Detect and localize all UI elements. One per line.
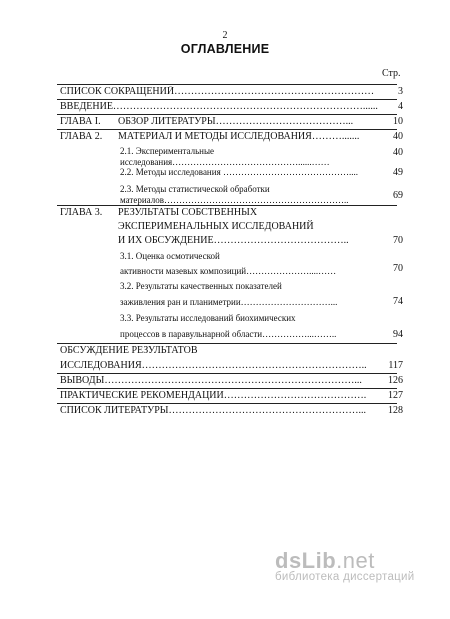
toc-subentry-title: 2.3. Методы статистической обработки xyxy=(120,184,270,194)
toc-entry-own-results: РЕЗУЛЬТАТЫ СОБСТВЕННЫХ xyxy=(118,207,258,218)
toc-page: 127 xyxy=(388,390,403,401)
watermark-subtitle: библиотека диссертаций xyxy=(275,571,415,583)
toc-subentry-statistics: материалов…………………………………………………….. xyxy=(120,195,349,205)
toc-entry-introduction: ВВЕДЕНИЕ…………………………………………………………………...... xyxy=(60,101,378,112)
toc-entry-conclusions: ВЫВОДЫ…………………………………………………………………... xyxy=(60,375,362,386)
table-rule xyxy=(57,343,397,344)
toc-page: 40 xyxy=(393,147,403,158)
toc-entry-own-results-line3: И ИХ ОБСУЖДЕНИЕ………………………………….. xyxy=(118,235,349,246)
page-title: ОГЛАВЛЕНИЕ xyxy=(180,42,270,56)
page-number: 2 xyxy=(222,30,228,41)
toc-page: 3 xyxy=(398,86,403,97)
table-rule xyxy=(57,373,397,374)
toc-entry-own-results-line2: ЭКСПЕРИМЕНАЛЬНЫХ ИССЛЕДОВАНИЙ xyxy=(118,221,314,232)
toc-page: 49 xyxy=(393,167,403,178)
table-rule xyxy=(57,205,397,206)
toc-subentry-title: 3.2. Результаты качественных показателей xyxy=(120,281,282,291)
table-rule xyxy=(57,99,397,100)
toc-entry-literature-review: ОБЗОР ЛИТЕРАТУРЫ…………………………………... xyxy=(118,116,354,127)
watermark-logo-main: dsLib xyxy=(275,548,337,573)
toc-entry-recommendations: ПРАКТИЧЕСКИЕ РЕКОМЕНДАЦИИ……………………………………. xyxy=(60,390,367,401)
toc-page: 4 xyxy=(398,101,403,112)
toc-page: 74 xyxy=(393,296,403,307)
toc-page: 117 xyxy=(388,360,403,371)
toc-page: 126 xyxy=(388,375,403,386)
toc-page: 40 xyxy=(393,131,403,142)
table-rule xyxy=(57,388,397,389)
toc-page: 70 xyxy=(393,235,403,246)
toc-page: 128 xyxy=(388,405,403,416)
table-rule xyxy=(57,129,397,130)
toc-page: 69 xyxy=(393,190,403,201)
toc-subentry-methods: 2.2. Методы исследования …………………………………….... xyxy=(120,167,358,177)
toc-entry-bibliography: СПИСОК ЛИТЕРАТУРЫ…………………………………………………... xyxy=(60,405,366,416)
site-watermark xyxy=(275,548,445,583)
toc-page: 10 xyxy=(393,116,403,127)
page-column-header: Стр. xyxy=(382,68,401,79)
toc-entry-discussion-line2: ИССЛЕДОВАНИЯ………………………………………………………….. xyxy=(60,360,367,371)
toc-subentry-wound-healing: заживления ран и планиметрии…………………………... xyxy=(120,297,338,307)
watermark-logo-suffix: .net xyxy=(336,548,375,573)
toc-page: 94 xyxy=(393,329,403,340)
toc-entry-discussion: ОБСУЖДЕНИЕ РЕЗУЛЬТАТОВ xyxy=(60,345,198,356)
toc-subentry-title: 2.1. Экспериментальные xyxy=(120,146,215,156)
table-rule xyxy=(57,84,397,85)
toc-subentry-biochemical: процессов в паравульнарной области……………...…….. xyxy=(120,329,337,339)
toc-entry-abbreviations: СПИСОК СОКРАЩЕНИЙ…………………………………………………… xyxy=(60,86,375,97)
toc-page: 70 xyxy=(393,263,403,274)
table-rule xyxy=(57,403,397,404)
toc-subentry-title: 3.1. Оценка осмотической xyxy=(120,251,220,261)
toc-subentry-osmotic: активности мазевых композиций…………………....…… xyxy=(120,266,337,276)
toc-subentry-experimental: исследования……………………………………......…… xyxy=(120,157,330,167)
toc-chapter-number: ГЛАВА 2. xyxy=(60,131,103,142)
toc-chapter-number: ГЛАВА 3. xyxy=(60,207,103,218)
toc-chapter-number: ГЛАВА I. xyxy=(60,116,101,127)
table-rule xyxy=(57,114,397,115)
toc-entry-materials-methods: МАТЕРИАЛ И МЕТОДЫ ИССЛЕДОВАНИЯ………....... xyxy=(118,131,360,142)
toc-subentry-title: 3.3. Результаты исследований биохимических xyxy=(120,313,296,323)
